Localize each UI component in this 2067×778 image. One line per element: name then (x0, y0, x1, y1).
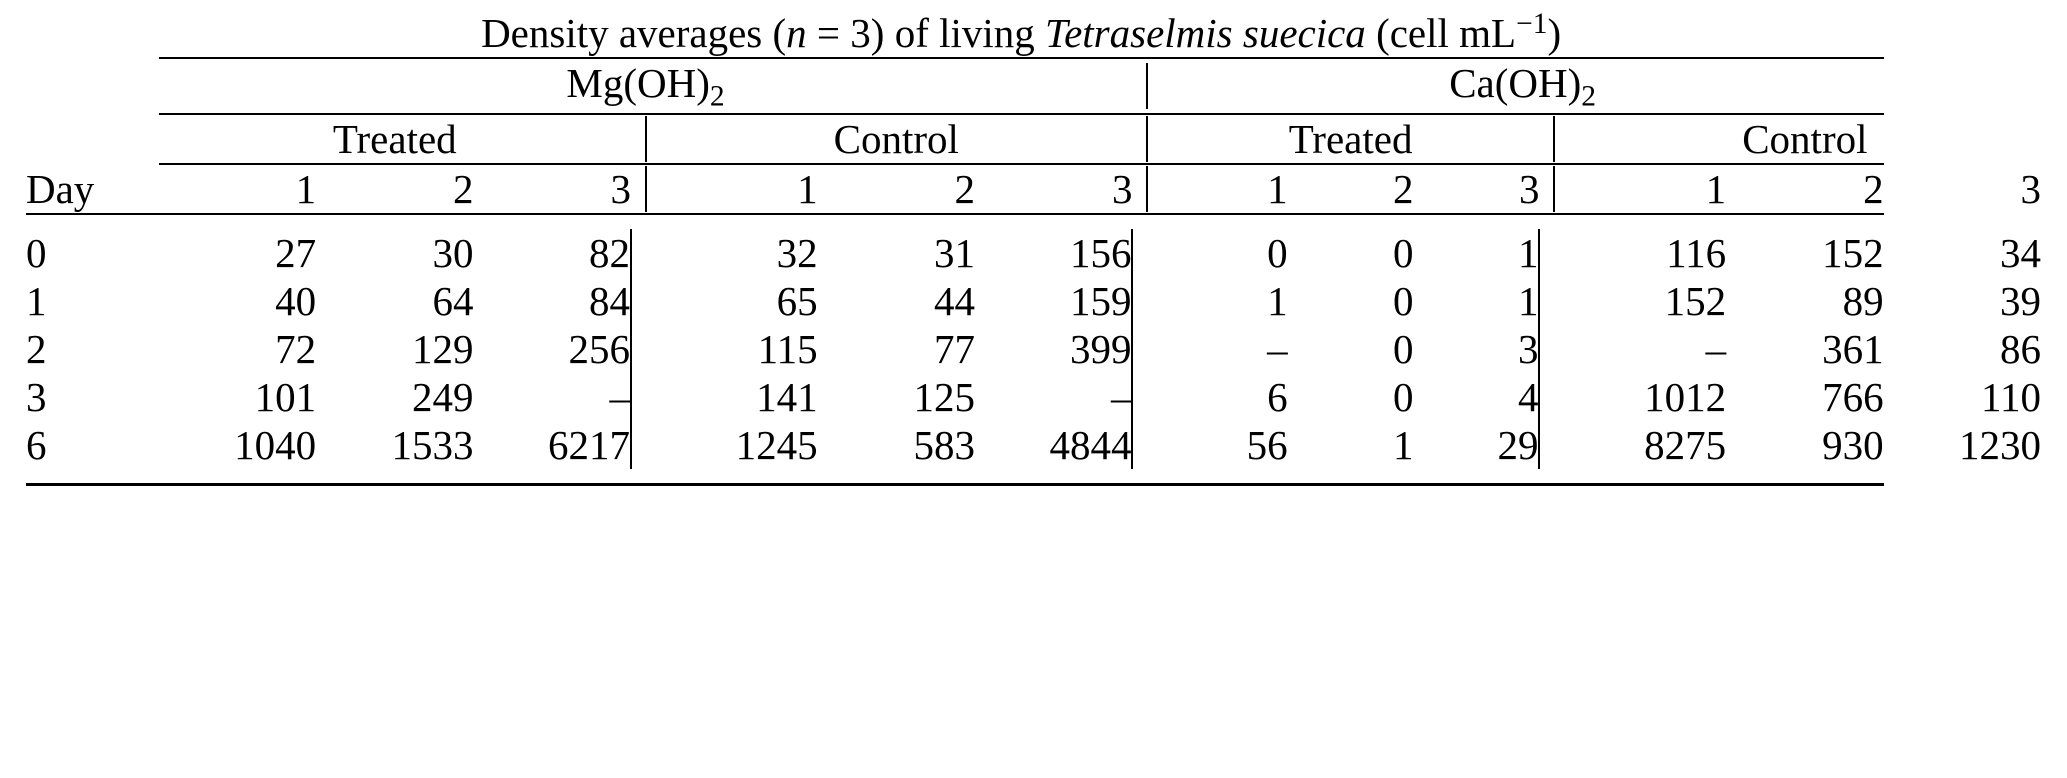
title-unit-open: (cell mL (1365, 10, 1517, 57)
group-separator-1 (1132, 58, 1161, 113)
cell-value: – (1267, 326, 1288, 373)
replicate-header: 3 (1111, 166, 1133, 213)
group-label-sub: 2 (709, 80, 725, 113)
title-n-eq: = 3) of living (806, 10, 1046, 57)
row-separator-2 (1132, 373, 1161, 421)
cell-value: 8275 (1644, 422, 1727, 469)
row-separator-1 (631, 325, 660, 373)
replicate-header: 1 (1267, 166, 1288, 213)
body-top-spacer (26, 214, 1884, 229)
group-label-main: Mg(OH) (566, 60, 710, 107)
body-bottom-spacer-row (26, 469, 2041, 483)
cell-value: 3 (1517, 326, 1539, 373)
cell-value: 256 (568, 326, 630, 373)
cell-value: 1245 (735, 422, 818, 469)
cell-value: 1 (1393, 422, 1414, 469)
group-header-mgoh2 (159, 58, 1133, 113)
row-day: 1 (26, 278, 47, 325)
cell-value: 361 (1822, 326, 1884, 373)
title-prefix: Density averages ( (481, 10, 787, 57)
header-separator-2 (1132, 164, 1161, 213)
cell-value: 152 (1664, 278, 1727, 325)
row-separator-3 (1539, 325, 1568, 373)
replicate-header: 1 (295, 166, 317, 213)
table-row (26, 421, 2041, 469)
row-day: 6 (26, 422, 47, 469)
subgroup-separator-2 (1132, 114, 1161, 163)
subgroup-header-ca-control: Control (1742, 116, 1868, 163)
cell-value: 0 (1267, 230, 1288, 277)
group-spacer (26, 58, 159, 113)
cell-value: 110 (1981, 374, 2041, 421)
replicate-header: 2 (1863, 166, 1884, 213)
row-separator-1 (631, 373, 660, 421)
cell-value: 64 (432, 278, 474, 325)
cell-value: 29 (1497, 422, 1539, 469)
bottom-rule (26, 483, 1884, 485)
cell-value: 249 (412, 374, 474, 421)
body-bottom-spacer (26, 469, 1884, 483)
subgroup-separator-1 (631, 114, 660, 163)
cell-value: 129 (412, 326, 474, 373)
replicate-header: 2 (1393, 166, 1414, 213)
table-container (0, 8, 2067, 778)
cell-value: 6217 (547, 422, 630, 469)
title-unit-close: ) (1547, 10, 1562, 57)
row-separator-3 (1539, 277, 1568, 325)
group-label-sub: 2 (1581, 80, 1597, 113)
replicate-header: 3 (610, 166, 631, 213)
subgroup-header-mg-treated: Treated (332, 116, 457, 163)
title-species: Tetraselmis suecica (1045, 10, 1366, 57)
cell-value: 1 (1267, 278, 1288, 325)
cell-value: 4844 (1049, 422, 1132, 469)
cell-value: 6 (1267, 374, 1288, 421)
cell-value: 40 (275, 278, 317, 325)
row-separator-2 (1132, 325, 1161, 373)
table-row (26, 277, 2041, 325)
table-row (26, 325, 2041, 373)
table-title (159, 8, 1884, 57)
cell-value: 30 (432, 230, 474, 277)
cell-value: 141 (756, 374, 818, 421)
replicate-header: 2 (453, 166, 474, 213)
table-row (26, 229, 2041, 277)
cell-value: 77 (934, 326, 976, 373)
subgroup-spacer (26, 114, 159, 163)
title-spacer (26, 8, 159, 57)
cell-value: 72 (275, 326, 317, 373)
cell-value: 39 (2000, 278, 2041, 325)
header-separator-1 (631, 164, 660, 213)
row-day: 3 (26, 374, 47, 421)
row-day: 0 (26, 230, 47, 277)
group-header-row (26, 58, 2041, 113)
row-separator-1 (631, 229, 660, 277)
cell-value: 84 (588, 278, 630, 325)
subgroup-header-row (26, 114, 2041, 163)
title-unit-exponent: −1 (1516, 8, 1548, 40)
cell-value: – (1705, 326, 1727, 373)
cell-value: 82 (588, 230, 630, 277)
cell-value: 86 (2000, 326, 2041, 373)
header-separator-3 (1539, 164, 1568, 213)
replicate-header: 1 (797, 166, 818, 213)
cell-value: 0 (1393, 326, 1414, 373)
cell-value: 1 (1517, 278, 1539, 325)
cell-value: 766 (1822, 374, 1884, 421)
cell-value: – (1110, 374, 1132, 421)
subgroup-header-ca-treated: Treated (1288, 116, 1413, 163)
bottom-rule-row (26, 483, 2041, 485)
cell-value: 27 (275, 230, 317, 277)
cell-value: 32 (776, 230, 818, 277)
cell-value: 116 (1666, 230, 1727, 277)
body-top-spacer-row (26, 214, 2041, 229)
density-averages-table (26, 8, 2041, 486)
table-row (26, 373, 2041, 421)
cell-value: 399 (1069, 326, 1132, 373)
row-separator-3 (1539, 229, 1568, 277)
group-label-main: Ca(OH) (1449, 60, 1582, 107)
cell-value: 156 (1069, 230, 1132, 277)
cell-value: 125 (913, 374, 976, 421)
cell-value: 4 (1517, 374, 1539, 421)
group-header-caoh2 (1162, 58, 1884, 113)
subgroup-header-mg-control: Control (833, 116, 959, 163)
cell-value: 89 (1842, 278, 1884, 325)
title-row (26, 8, 2041, 57)
cell-value: – (609, 374, 630, 421)
cell-value: 930 (1822, 422, 1884, 469)
cell-value: 56 (1246, 422, 1288, 469)
day-column-header: Day (26, 165, 95, 212)
cell-value: 583 (913, 422, 976, 469)
row-separator-3 (1539, 421, 1568, 469)
title-n-symbol: n (786, 10, 807, 57)
cell-value: 152 (1822, 230, 1884, 277)
replicate-header: 1 (1705, 166, 1727, 213)
row-separator-2 (1132, 277, 1161, 325)
cell-value: 115 (757, 326, 818, 373)
replicate-header: 3 (1518, 166, 1540, 213)
row-separator-3 (1539, 373, 1568, 421)
row-separator-1 (631, 277, 660, 325)
cell-value: 0 (1393, 374, 1414, 421)
row-separator-2 (1132, 421, 1161, 469)
subgroup-separator-3 (1539, 114, 1568, 163)
cell-value: 1012 (1644, 374, 1727, 421)
cell-value: 1533 (391, 422, 474, 469)
cell-value: 31 (934, 230, 976, 277)
cell-value: 44 (934, 278, 976, 325)
cell-value: 65 (776, 278, 818, 325)
cell-value: 1 (1517, 230, 1539, 277)
replicate-header-row (26, 164, 2041, 213)
replicate-header: 3 (2020, 165, 2041, 212)
replicate-header: 2 (954, 166, 976, 213)
cell-value: 1040 (234, 422, 317, 469)
cell-value: 0 (1393, 278, 1414, 325)
row-separator-1 (631, 421, 660, 469)
cell-value: 0 (1393, 230, 1414, 277)
row-separator-2 (1132, 229, 1161, 277)
row-day: 2 (26, 326, 47, 373)
cell-value: 101 (254, 374, 317, 421)
cell-value: 1230 (1959, 422, 2041, 469)
cell-value: 159 (1069, 278, 1132, 325)
cell-value: 34 (2000, 230, 2041, 277)
